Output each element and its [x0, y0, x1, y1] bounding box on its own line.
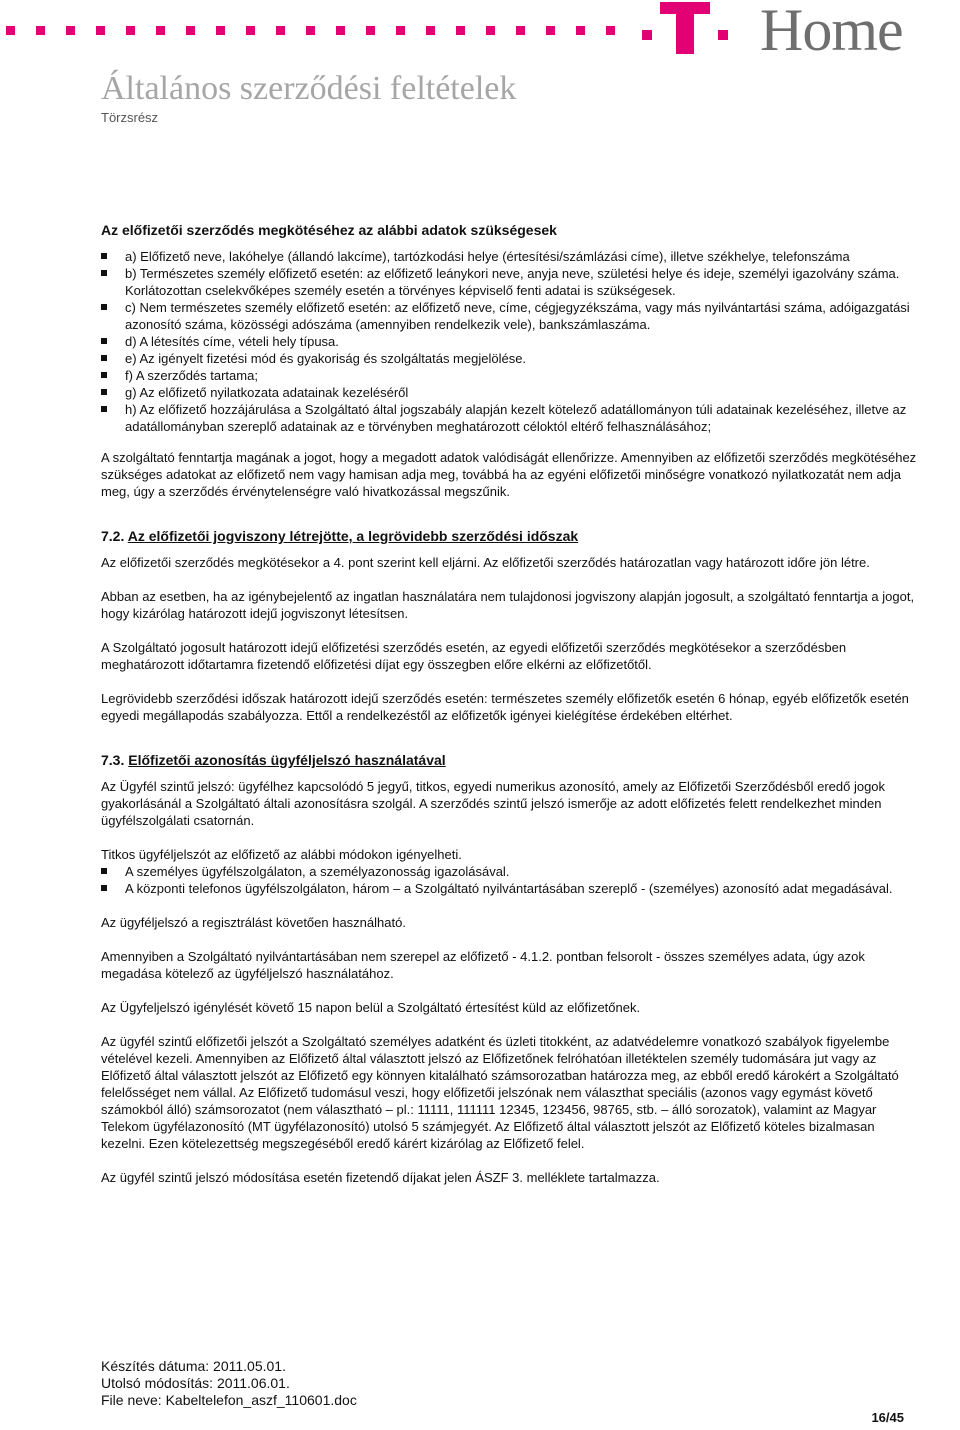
brand-dot — [366, 26, 375, 35]
brand-dot — [36, 26, 45, 35]
modified-date: Utolsó módosítás: 2011.06.01. — [101, 1375, 290, 1391]
brand-dot — [126, 26, 135, 35]
brand-dot — [396, 26, 405, 35]
list-item: A személyes ügyfélszolgálaton, a személyazonosság igazolásával. — [101, 863, 919, 880]
file-name: File neve: Kabeltelefon_aszf_110601.doc — [101, 1392, 357, 1408]
section-7-2-heading: 7.2. Az előfizetői jogviszony létrejötte, a legrövidebb szerződési időszak — [101, 528, 579, 544]
brand-dot — [276, 26, 285, 35]
list-item: g) Az előfizető nyilatkozata adatainak kezeléséről — [101, 384, 919, 401]
square-bullet-icon — [101, 355, 107, 361]
request-lead: Titkos ügyféljelszót az előfizető az alábbi módokon igényelheti. — [101, 847, 462, 862]
logo-brand-text: Home — [760, 0, 903, 63]
section-data-heading: Az előfizetői szerződés megkötéséhez az alábbi adatok szükségesek — [101, 222, 557, 238]
document-body — [101, 222, 919, 1203]
brand-dot — [516, 26, 525, 35]
square-bullet-icon — [101, 885, 107, 891]
brand-dot — [306, 26, 315, 35]
brand-dot — [486, 26, 495, 35]
list-item: b) Természetes személy előfizető esetén: az előfizető leánykori neve, anyja neve, születési helye és ideje, személyi igazolvány száma. Korlátozottan cselekvőképes személy esetén a törvényes képviselő fenti adatai is szükségesek. — [101, 265, 919, 299]
brand-dot — [66, 26, 75, 35]
data-closing-paragraph: A szolgáltató fenntartja magának a jogot, hogy a megadott adatok valódiságát ellenőrizze. Amennyiben az előfizetői szerződés megkötéséhez szükséges adatokat az előfizető nem vagy hamisan adja meg, továbbá ha az egyéni előfizetői minőségre vonatkozó nyilatkozatát nem adja meg, úgy a szerződés érvénytelenségre való hivatkozással megszűnik. — [101, 450, 917, 499]
paragraph: Az ügyfél szintű előfizetői jelszót a Szolgáltató személyes adatként és üzleti titokként, az adatvédelemre vonatkozó szabályok figyelembe vételével kezeli. Amennyiben az Előfizető által választott jelszó az Előfizetőnek felróhatóan illetéktelen személy tudomására jut vagy az Előfizető által választott jelszót az Előfizető egy könnyen kitalálható számsorozatban határozza meg, az ebből eredő károkért a Szolgáltató felelősséget nem vállal. Az Előfizető tudomásul veszi, hogy előfizetői jelszónak nem választhat speciális (azonos vagy egymást követő számokból álló) számsorozatot (nem választható – pl.: 11111, 111111 12345, 123456, 98765, stb. – álló sorozatok), valamint az Magyar Telekom ügyfélazonosító (MT ügyfélazonosító) utolsó 5 számjegyét. Az Előfizető által választott jelszót az Előfizető köteles bizalmasan kezelni. Ezen kötelezettség megszegéséből eredő kárért kizárólag az Előfizető felel. — [101, 1034, 899, 1151]
document-subtitle: Törzsrész — [101, 110, 159, 125]
paragraph: Legrövidebb szerződési időszak határozott idejű szerződés esetén: természetes személy előfizetők esetén 6 hónap, egyéb előfizetők esetén egyedi megállapodás szabályozza. Ettől a rendelkezéstől az előfizetők igényei kielégítése érdekében eltérhet. — [101, 691, 909, 723]
brand-dot — [606, 26, 615, 35]
document-title: Általános szerződési feltételek — [101, 70, 517, 107]
square-bullet-icon — [101, 406, 107, 412]
paragraph: A Szolgáltató jogosult határozott idejű előfizetési szerződés esetén, az egyedi előfizetői szerződés megkötésekor a szerződésben meghatározott időtartamra fizetendő előfizetési díjat egy összegben előre elkérni az előfizetőtől. — [101, 640, 847, 672]
brand-dot — [156, 26, 165, 35]
square-bullet-icon — [101, 270, 107, 276]
brand-dot — [216, 26, 225, 35]
brand-dot — [576, 26, 585, 35]
paragraph: Az ügyfél szintű jelszó módosítása esetén fizetendő díjakat jelen ÁSZF 3. melléklete tartalmazza. — [101, 1170, 660, 1185]
page-number: 16/45 — [871, 1410, 904, 1425]
paragraph: Abban az esetben, ha az igénybejelentő az ingatlan használatára nem tulajdonosi jogviszony alapján jogosult, a szolgáltató fenntartja a jogot, hogy kizárólag határozott idejű jogviszonyt létesítsen. — [101, 589, 915, 621]
list-item: A központi telefonos ügyfélszolgálaton, három – a Szolgáltató nyilvántartásában szereplő - (személyes) azonosító adat megadásával. — [101, 880, 919, 897]
brand-dot — [6, 26, 15, 35]
section-7-3-heading: 7.3. Előfizetői azonosítás ügyféljelszó használatával — [101, 752, 446, 768]
telekom-t-logo-icon — [660, 2, 710, 54]
brand-dot — [336, 26, 345, 35]
square-bullet-icon — [101, 868, 107, 874]
created-date: Készítés dátuma: 2011.05.01. — [101, 1358, 286, 1374]
paragraph: Az ügyféljelszó a regisztrálást követően használható. — [101, 915, 406, 930]
paragraph: Az Ügyfeljelszó igénylését követő 15 napon belül a Szolgáltató értesítést küld az előfizetőnek. — [101, 1000, 641, 1015]
document-footer — [101, 1358, 357, 1409]
list-item: c) Nem természetes személy előfizető esetén: az előfizető neve, címe, cégjegyzékszáma, vagy más nyilvántartási száma, adóigazgatási azonosító száma, közösségi adószáma (amennyiben rendelkezik vele), bankszámlaszáma. — [101, 299, 919, 333]
list-item: d) A létesítés címe, vételi hely típusa. — [101, 333, 919, 350]
square-bullet-icon — [101, 338, 107, 344]
paragraph: Az előfizetői szerződés megkötésekor a 4. pont szerint kell eljárni. Az előfizetői szerződés határozatlan vagy határozott időre jön létre. — [101, 555, 870, 570]
paragraph: Amennyiben a Szolgáltató nyilvántartásában nem szerepel az előfizető - 4.1.2. pontban felsorolt - összes személyes adata, úgy azok megadása kötelező az ügyféljelszó használatához. — [101, 949, 865, 981]
square-bullet-icon — [101, 372, 107, 378]
list-item: e) Az igényelt fizetési mód és gyakoriság és szolgáltatás megjelölése. — [101, 350, 919, 367]
brand-dot — [186, 26, 195, 35]
square-bullet-icon — [101, 253, 107, 259]
request-methods-list — [101, 863, 919, 897]
brand-dot — [96, 26, 105, 35]
brand-dot — [456, 26, 465, 35]
list-item: h) Az előfizető hozzájárulása a Szolgáltató által jogszabály alapján kezelt kötelező adatállományon túli adatainak kezeléséhez, illetve az adatállományban szereplő adatainak az e törvényben meghatározott céloktól eltérő felhasználásához; — [101, 401, 919, 435]
required-data-list — [101, 248, 919, 435]
brand-dot — [426, 26, 435, 35]
list-item: a) Előfizető neve, lakóhelye (állandó lakcíme), tartózkodási helye (értesítési/számlázási címe), illetve székhelye, telefonszáma — [101, 248, 919, 265]
list-item: f) A szerződés tartama; — [101, 367, 919, 384]
paragraph: Az Ügyfél szintű jelszó: ügyfélhez kapcsolódó 5 jegyű, titkos, egyedi numerikus azonosító, amely az Előfizetői Szerződésből eredő jogok gyakorlásánál a Szolgáltató általi azonosításra szolgál. A szerződés szintű jelszó ismerője az adott előfizetés felett rendelkezhet minden ügyfélszolgálati csatornán. — [101, 779, 886, 828]
square-bullet-icon — [101, 304, 107, 310]
brand-dot-line — [6, 14, 656, 44]
square-bullet-icon — [101, 389, 107, 395]
brand-dot — [546, 26, 555, 35]
brand-dot — [246, 26, 255, 35]
